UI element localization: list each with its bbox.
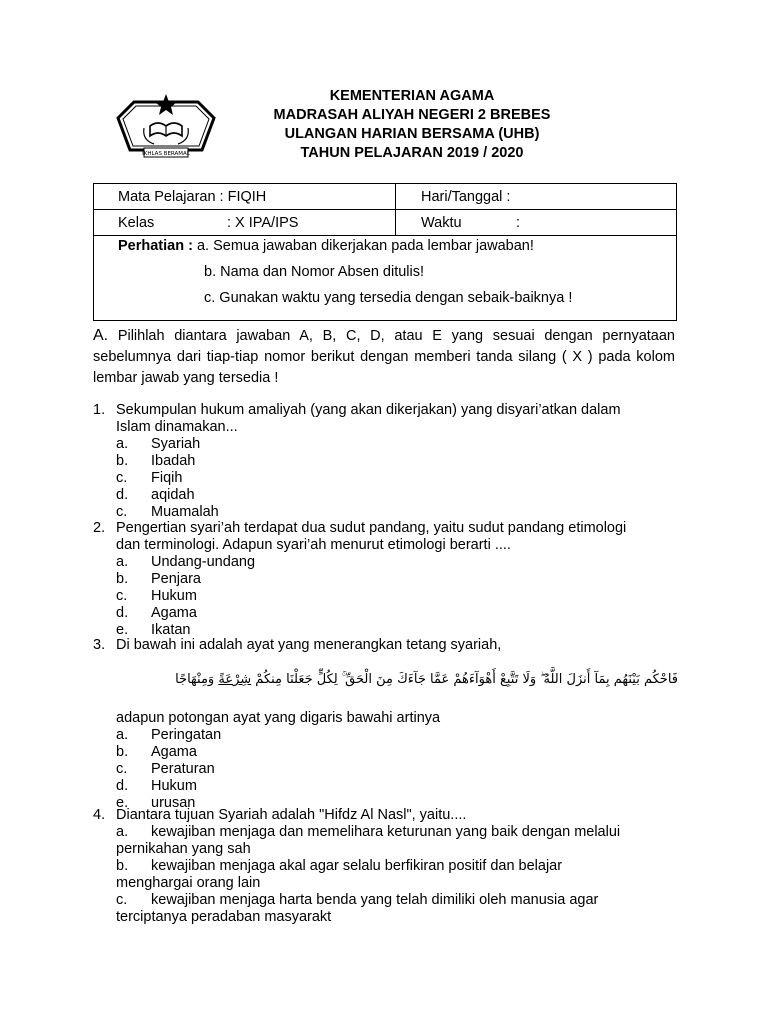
subject-cell: Mata Pelajaran : FIQIH <box>94 184 396 210</box>
exam-info-table <box>93 183 677 321</box>
header-school: MADRASAH ALIYAH NEGERI 2 BREBES <box>273 107 551 123</box>
option-e: c. Muamalah <box>116 504 219 520</box>
logo-text: IKHLAS BERAMAL <box>142 151 190 157</box>
question-2 <box>93 520 678 639</box>
option-e: e. Ikatan <box>116 622 191 638</box>
class-cell <box>94 210 396 236</box>
question-number: 3. <box>93 637 106 653</box>
option-e: e. urusan <box>116 795 196 811</box>
section-letter: A. <box>93 327 109 344</box>
option-c: c. Peraturan <box>116 761 215 777</box>
option-b: b. Ibadah <box>116 453 196 469</box>
instructions-cell <box>94 236 677 321</box>
question-number: 2. <box>93 520 106 536</box>
option-d: d. Agama <box>116 605 197 621</box>
arabic-verse: فَاحْكُم بَيْنَهُم بِمَآ أَنزَلَ اللَّهُ ۖ وَلَا تَتَّبِعْ أَهْوَآءَهُمْ عَمَّا جَآءَكَ مِنَ الْحَقِّ ۚ لِكُلٍّ جَعَلْنَا مِنكُمْ شِرْعَةً وَمِنْهَاجًا <box>175 672 678 687</box>
question-text: Pengertian syari’ah terdapat dua sudut pandang, yaitu sudut pandang etimologi <box>116 520 627 536</box>
note-c: c. Gunakan waktu yang tersedia dengan sebaik-baiknya ! <box>204 290 573 306</box>
question-3 <box>93 637 678 812</box>
time-cell <box>396 210 677 236</box>
option-c: c. Hukum <box>116 588 197 604</box>
question-number: 4. <box>93 807 106 823</box>
option-b: b. Penjara <box>116 571 201 587</box>
document-header <box>200 87 624 163</box>
option-b: b. kewajiban menjaga akal agar selalu berfikiran positif dan belajar <box>116 858 563 874</box>
class-value: : X IPA/IPS <box>227 214 299 231</box>
question-text: Sekumpulan hukum amaliyah (yang akan dikerjakan) yang disyari’atkan dalam <box>116 402 621 418</box>
question-text-cont: adapun potongan ayat yang digaris bawahi artinya <box>116 710 441 726</box>
question-4 <box>93 807 678 926</box>
question-number: 1. <box>93 402 106 418</box>
header-ministry: KEMENTERIAN AGAMA <box>329 88 495 104</box>
date-cell: Hari/Tanggal : <box>396 184 677 210</box>
class-label: Kelas <box>118 214 155 231</box>
option-a: a. kewajiban menjaga dan memelihara keturunan yang baik dengan melalui <box>116 824 621 840</box>
question-1 <box>93 402 678 521</box>
question-text: Di bawah ini adalah ayat yang menerangkan tetang syariah, <box>116 637 502 653</box>
question-text: Diantara tujuan Syariah adalah "Hifdz Al Nasl", yaitu.... <box>116 807 467 823</box>
header-year: TAHUN PELAJARAN 2019 / 2020 <box>300 145 524 161</box>
question-text-cont: dan terminologi. Adapun syari’ah menurut etimologi berarti .... <box>116 537 511 553</box>
underlined-word: شِرْعَةً <box>218 672 252 687</box>
option-d: d. aqidah <box>116 487 195 503</box>
option-a-cont: pernikahan yang sah <box>116 841 251 857</box>
option-a: a. Syariah <box>116 436 201 452</box>
option-c: c. Fiqih <box>116 470 183 486</box>
option-d: d. Hukum <box>116 778 197 794</box>
attention-label: Perhatian : <box>118 238 193 254</box>
header-exam: ULANGAN HARIAN BERSAMA (UHB) <box>284 126 540 142</box>
note-b: b. Nama dan Nomor Absen ditulis! <box>204 264 425 280</box>
option-a: a. Undang-undang <box>116 554 256 570</box>
note-a: a. Semua jawaban dikerjakan pada lembar jawaban! <box>196 238 534 254</box>
time-label: Waktu <box>421 214 462 231</box>
section-a-text: Pilihlah diantara jawaban A, B, C, D, atau E yang sesuai dengan pernyataan sebelumnya dari tiap-tiap nomor berikut dengan memberi tanda silang ( X ) pada kolom lembar jawab yang tersedia ! <box>93 328 675 386</box>
time-value: : <box>516 214 521 231</box>
question-text-cont: Islam dinamakan... <box>116 419 238 435</box>
option-c: c. kewajiban menjaga harta benda yang telah dimiliki oleh manusia agar <box>116 892 599 908</box>
section-a-instructions <box>93 325 675 389</box>
option-a: a. Peringatan <box>116 727 222 743</box>
option-b-cont: menghargai orang lain <box>116 875 261 891</box>
option-b: b. Agama <box>116 744 197 760</box>
option-c-cont: terciptanya peradaban masyarakt <box>116 909 332 925</box>
